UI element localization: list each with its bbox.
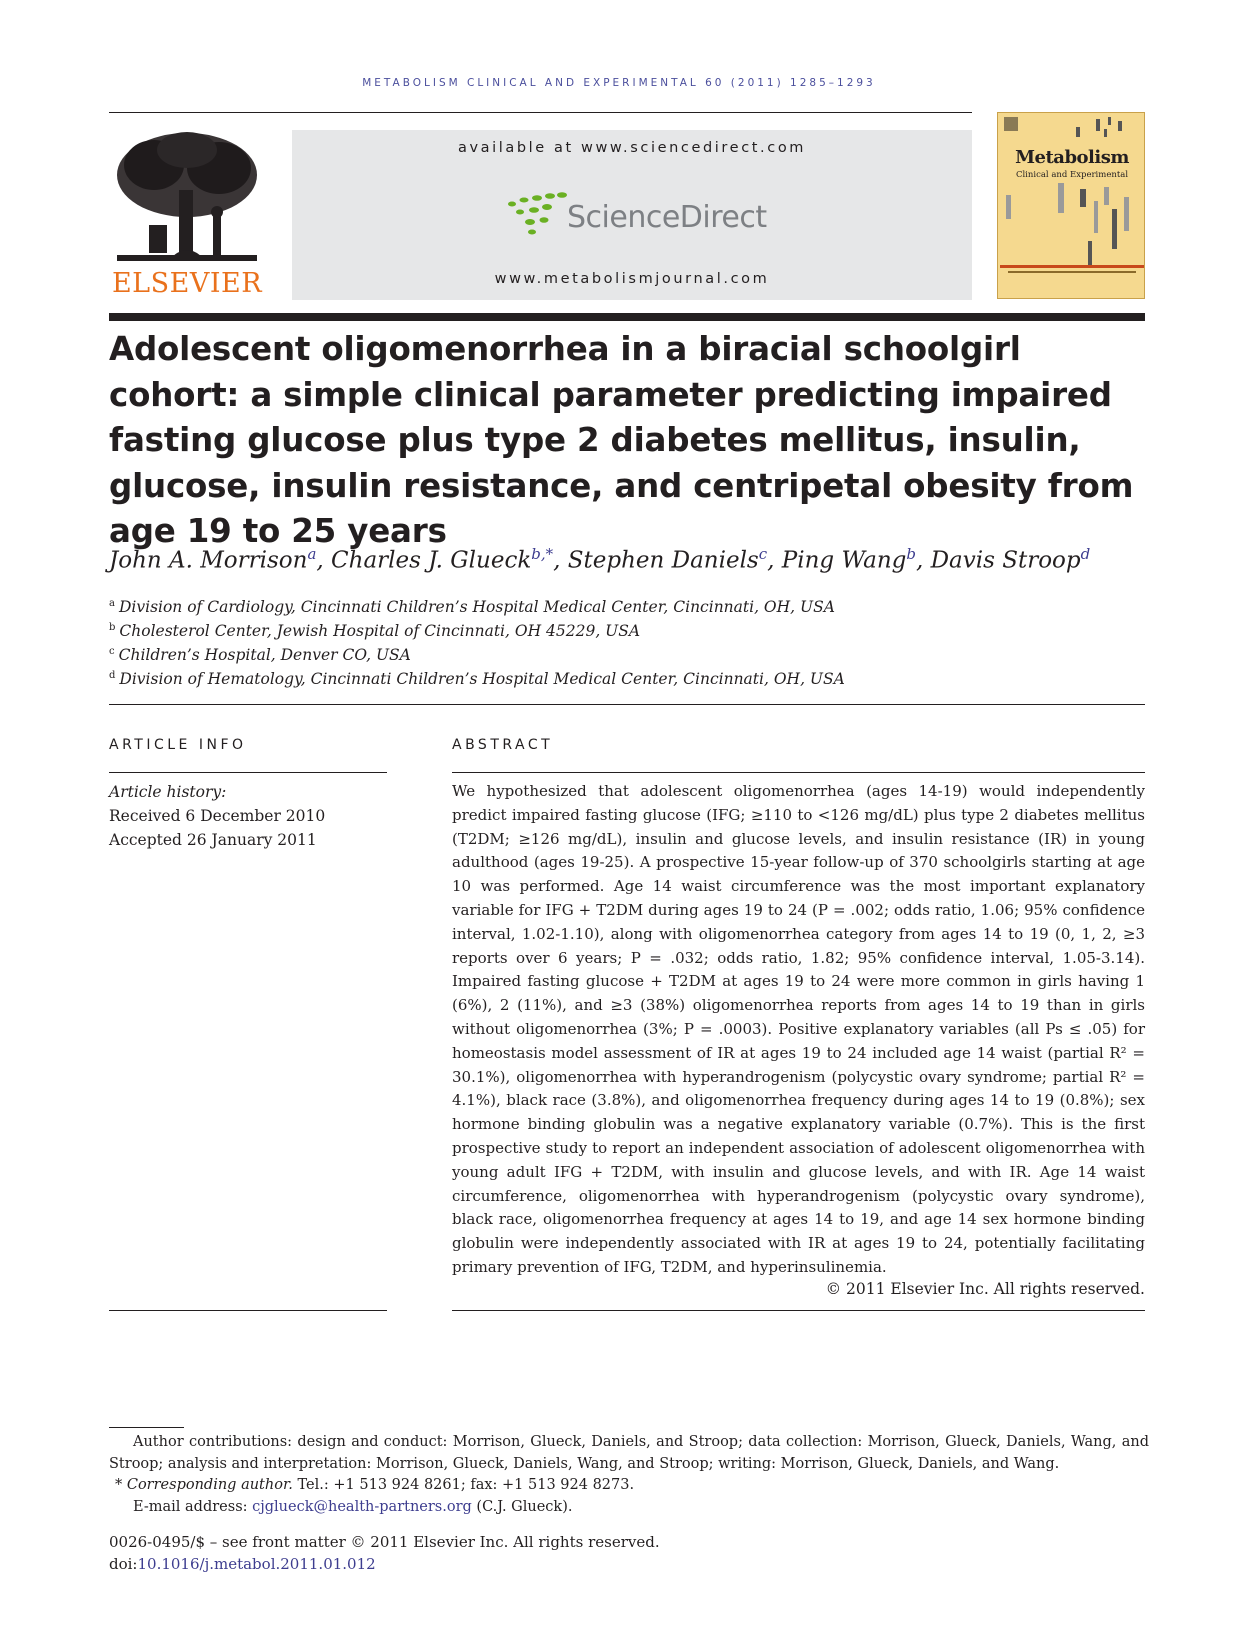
author-affil-mark[interactable]: c: [758, 545, 768, 563]
sciencedirect-banner: [292, 130, 972, 300]
abstract-rule: [452, 772, 1145, 773]
accepted-date: Accepted 26 January 2011: [109, 831, 317, 849]
history-label: Article history:: [109, 783, 227, 801]
journal-header: METABOLISM CLINICAL AND EXPERIMENTAL 60 (2011) 1285–1293: [362, 77, 876, 89]
author-name: John A. Morrison: [109, 547, 308, 574]
header-rule: [109, 112, 972, 113]
abstract-heading: ABSTRACT: [452, 737, 554, 753]
affiliation: $^c$ Children’s Hospital, Denver CO, USA: [109, 646, 411, 664]
sciencedirect-available: available at www.sciencedirect.com: [457, 140, 807, 156]
author-list: John A. Morrison$^a$, Charles J. Glueck$^{b,*}$, Stephen Daniels$^c$, Ping Wang$^b$, Davis Stroop$^d$: [109, 545, 1091, 574]
doi-line: doi:10.1016/j.metabol.2011.01.012: [109, 1555, 376, 1573]
affiliation-list: [109, 592, 1149, 688]
abstract-end-rule: [452, 1310, 1145, 1311]
issn-line: 0026-0495/$ – see front matter © 2011 Elsevier Inc. All rights reserved.: [109, 1533, 660, 1551]
email-link[interactable]: cjglueck@health-partners.org: [252, 1498, 472, 1515]
footnotes: [109, 1432, 1149, 1518]
affiliation-rule: [109, 704, 1145, 705]
article-info-end-rule: [109, 1310, 387, 1311]
author-affil-mark[interactable]: b: [906, 545, 916, 563]
journal-cover: [997, 112, 1145, 299]
author-affil-mark[interactable]: b,*: [531, 545, 554, 563]
received-date: Received 6 December 2010: [109, 807, 326, 825]
cover-subtitle: Clinical and Experimental: [1015, 170, 1129, 180]
article-title: Adolescent oligomenorrhea in a biracial schoolgirl cohort: a simple clinical parameter predicting impaired fasting glucose plus type 2 diabetes mellitus, insulin, glucose, insulin resistance, and centripetal obesity from age 19 to 25 years: [109, 330, 1134, 550]
title-rule: [109, 313, 1145, 321]
author-name: Charles J. Glueck: [331, 547, 532, 574]
author-name: Ping Wang: [781, 547, 907, 574]
email-line: E-mail address: cjglueck@health-partners.org (C.J. Glueck).: [133, 1498, 573, 1515]
author-name: Davis Stroop: [930, 547, 1081, 574]
abstract-text: We hypothesized that adolescent oligomenorrhea (ages 14-19) would independently predict impaired fasting glucose (IFG; ≥110 to <126 mg/dL) plus type 2 diabetes mellitus (T2DM; ≥126 mg/dL), insulin and glucose levels, and insulin resistance (IR) in young adulthood (ages 19-25). A prospective 15-year follow-up of 370 schoolgirls starting at age 10 was performed. Age 14 waist circumference was the most important explanatory variable for IFG + T2DM during ages 19 to 24 (P = .002; odds ratio, 1.06; 95% confidence interval, 1.02-1.10), along with oligomenorrhea category from ages 14 to 19 (0, 1, 2, ≥3 reports over 6 years; P = .032; odds ratio, 1.82; 95% confidence interval, 1.05-3.14). Impaired fasting glucose + T2DM at ages 19 to 24 were more common in girls having 1 (6%), 2 (11%), and ≥3 (38%) oligomenorrhea reports from ages 14 to 19 than in girls without oligomenorrhea (3%; P = .0003). Positive explanatory variables (all Ps ≤ .05) for homeostasis model assessment of IR at ages 19 to 24 included age 14 waist (partial R² = 30.1%), oligomenorrhea with hyperandrogenism (polycystic ovary syndrome; partial R² = 4.1%), black race (3.8%), and oligomenorrhea frequency during ages 14 to 19 (0.8%); sex hormone binding globulin was a negative explanatory variable (0.7%). This is the first prospective study to report an independent association of adolescent oligomenorrhea with young adult IFG + T2DM, with insulin and glucose levels, and with IR. Age 14 waist circumference, oligomenorrhea with hyperandrogenism (polycystic ovary syndrome), black race, oligomenorrhea frequency at ages 14 to 19, and age 14 sex hormone binding globulin were independently associated with IR at ages 19 to 24, potentially facilitating primary prevention of IFG, T2DM, and hyperinsulinemia.: [452, 782, 1145, 1276]
sciencedirect-logo-text: ScienceDirect: [567, 200, 767, 235]
copyright-notice: © 2011 Elsevier Inc. All rights reserved.: [825, 1280, 1145, 1298]
affiliation: $^b$ Cholesterol Center, Jewish Hospital of Cincinnati, OH 45229, USA: [109, 622, 641, 640]
author-name: Stephen Daniels: [567, 547, 759, 574]
author-contributions: Author contributions: design and conduct: Morrison, Glueck, Daniels, and Stroop; data collection: Morrison, Glueck, Daniels, Wang, and Stroop; analysis and interpretation: Morrison, Glueck, Daniels, Wang, and Stroop; writing: Morrison, Glueck, Daniels, and Wang.: [109, 1434, 1149, 1472]
affiliation: $^a$ Division of Cardiology, Cincinnati Children’s Hospital Medical Center, Cincinnati, OH, USA: [109, 598, 835, 616]
author-affil-mark[interactable]: a: [307, 545, 317, 563]
affiliation: $^d$ Division of Hematology, Cincinnati Children’s Hospital Medical Center, Cincinnati, OH, USA: [109, 670, 845, 688]
article-history: [109, 780, 387, 852]
journal-website: www.metabolismjournal.com: [494, 271, 770, 287]
front-matter: [109, 1531, 1009, 1575]
elsevier-wordmark: ELSEVIER: [111, 268, 263, 299]
author-affil-mark[interactable]: d: [1080, 545, 1091, 563]
doi-link[interactable]: 10.1016/j.metabol.2011.01.012: [137, 1555, 376, 1573]
article-info-rule: [109, 772, 387, 773]
article-info-heading: ARTICLE INFO: [109, 737, 247, 753]
cover-title: Metabolism: [1015, 147, 1129, 168]
corresponding-author: * Corresponding author. Tel.: +1 513 924 8261; fax: +1 513 924 8273.: [115, 1477, 635, 1493]
cover-bars-graphic: [998, 113, 1146, 300]
footnote-rule: [109, 1427, 184, 1428]
